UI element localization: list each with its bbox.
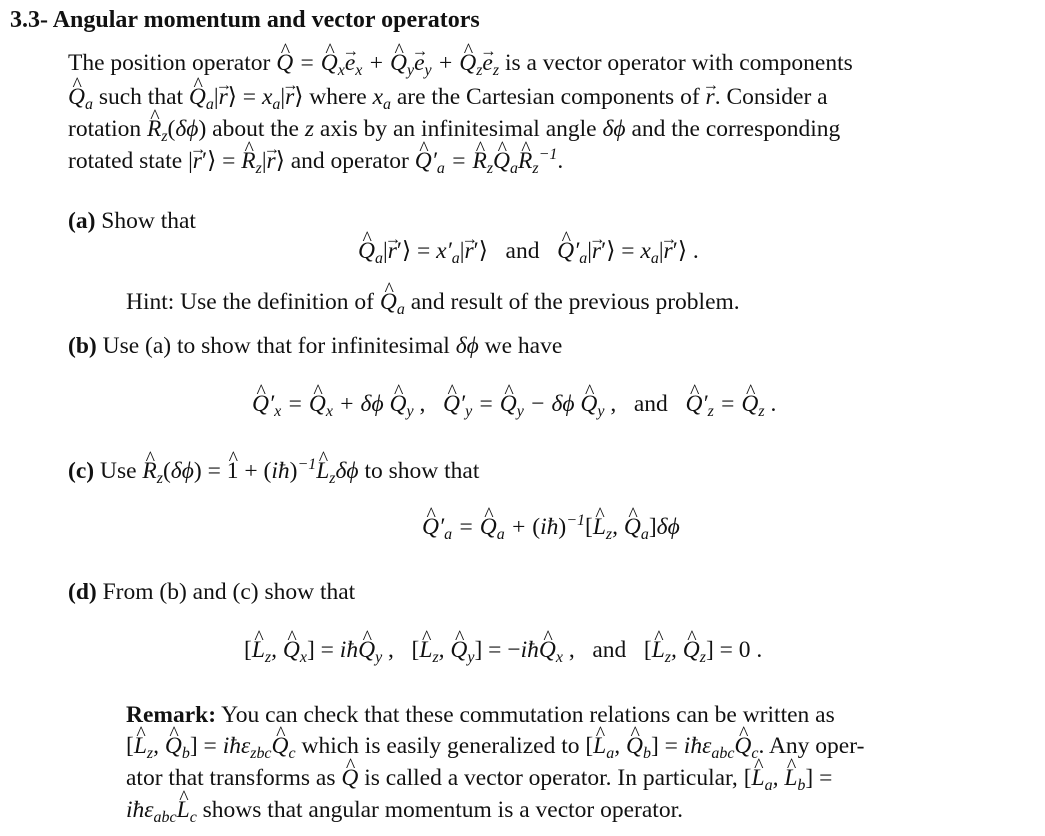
- remark-line-3: ator that transforms as Q ^ is called a vector operator. In particular, [L $\^{}_a$, L $\^{}_b$] =: [126, 762, 832, 794]
- intro-line-3: rotation R $\^{}_z(\delta\phi)$ about the z axis by an infinitesimal angle δϕ and the corresponding: [68, 113, 840, 145]
- part-c-label: (c): [68, 458, 95, 484]
- part-a-label: (a): [68, 208, 96, 234]
- remark-line-2: [L $\^{}_z$, Q $\^{}_b$] = iħε$_{zbc}$Q $\^{}_c$ which is easily generalized to [L $\^{}_a$, Q $\^{}_b$] = iħε$_{abc}$Q $\^{}_c$. Any oper-: [126, 730, 864, 762]
- intro-line-1: The position operator Q ^ = Q $\^{}_xe \to_x + Q$ $\^{}_ye \to_y + Q$ $\^{}_ze \to_z$ is a vector operator with components: [68, 47, 853, 79]
- part-d-label: (d): [68, 579, 97, 605]
- equation-b: Q $\^{}'_x = Q$ $\^{}_x + \delta\phi$ Q $\^{}_y$ , Q $\^{}'_y = Q$ $\^{}_y - \delta\phi$ Q $\^{}_y$ , and Q $\^{}'_z = Q$ $\^{}_z$ .: [252, 388, 776, 420]
- intro-line-4: rotated state |r →′⟩ = R $\^{}_z|r$ →⟩ and operator Q $\^{}'_a = R$ $\^{}_zQ$ $\^{}_aR$ $\^{}_z^{-1}$.: [68, 145, 563, 177]
- remark-line-4: iħε$_{abc}$L $\^{}_c$ shows that angular momentum is a vector operator.: [126, 794, 683, 826]
- part-a: (a) Show that: [68, 208, 196, 234]
- section-heading: [10, 4, 480, 36]
- part-c: (c) Use R $\^{}_z(\delta\phi) = 1$ ^ + (iħ)$^{-1}$L $\^{}_z\delta\phi$ to show that: [68, 455, 479, 487]
- part-b: (b) Use (a) to show that for infinitesimal δϕ we have: [68, 333, 563, 359]
- part-b-label: (b): [68, 333, 97, 359]
- section-title: Angular momentum and vector operators: [52, 7, 480, 33]
- equation-c: Q $\^{}'_a = Q$ $\^{}_a$ + (iħ)$^{-1}$[L $\^{}_z$, Q $\^{}_a]\delta\phi$: [422, 511, 680, 543]
- equation-a: Q $\^{}_a|r$ →′⟩ = $x'_a|r$ →′⟩ and Q $\^{}'_a|r$ →′⟩ = $x_a|r$ →′⟩ .: [358, 235, 699, 267]
- section-number: 3.3-: [10, 7, 48, 33]
- intro-line-2: Q $\^{}_a$ such that Q $\^{}_a|r$ →⟩ = $x_a|r$ →⟩ where $x_a$ are the Cartesian components of r →. Consider a: [68, 81, 828, 113]
- remark-line-1: Remark: You can check that these commutation relations can be written as: [126, 702, 835, 728]
- equation-d: [L $\^{}_z$, Q $\^{}_x$] = iħQ $\^{}_y$ , [L $\^{}_z$, Q $\^{}_y$] = −iħQ $\^{}_x$ , and [L $\^{}_z$, Q $\^{}_z] = 0$ .: [244, 634, 762, 666]
- part-d: (d) From (b) and (c) show that: [68, 579, 356, 605]
- part-a-hint: Hint: Use the definition of Q $\^{}_a$ and result of the previous problem.: [126, 286, 740, 318]
- remark-label: Remark:: [126, 702, 217, 728]
